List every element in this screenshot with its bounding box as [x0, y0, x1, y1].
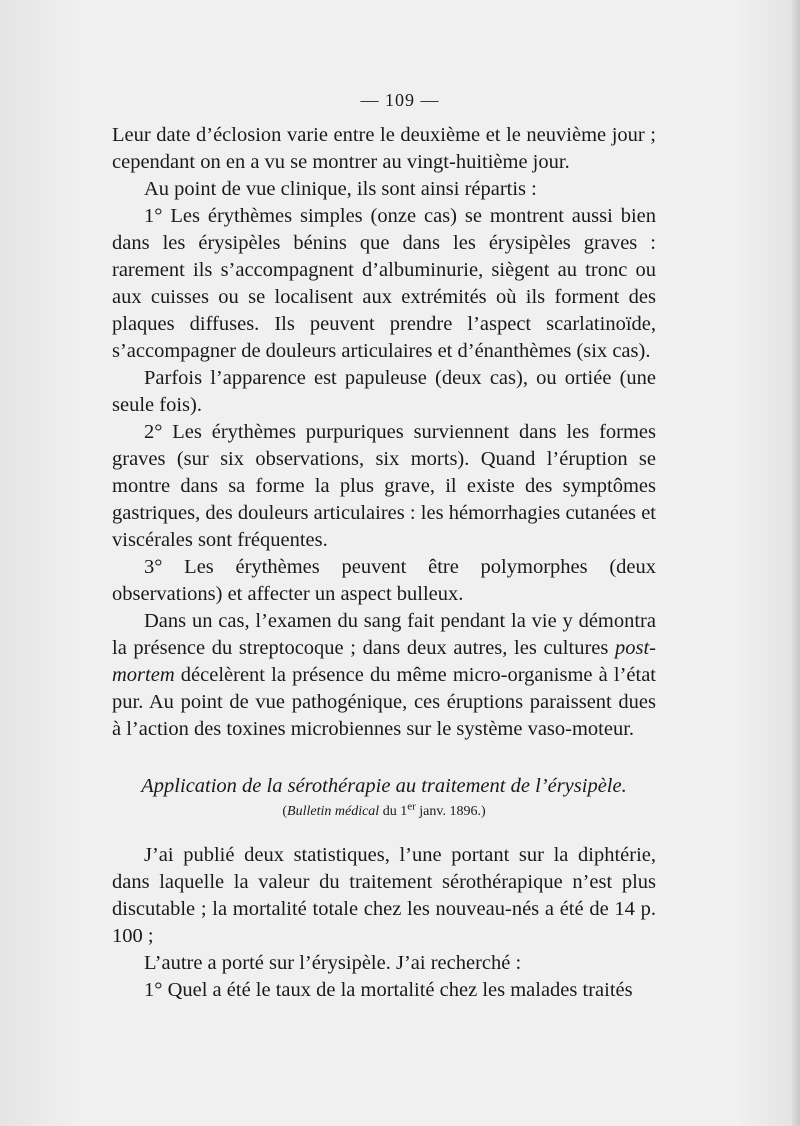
- paragraph-9: L’autre a porté sur l’érysipèle. J’ai recherché :: [144, 952, 522, 974]
- paragraph-4: Parfois l’apparence est papuleuse (deux cas), ou ortiée (une seule fois).: [112, 367, 656, 416]
- page-edge: [792, 0, 800, 1126]
- paragraph-2: Au point de vue clinique, ils sont ainsi répartis :: [144, 178, 537, 200]
- paragraph-7: [112, 608, 656, 743]
- source-du: du 1: [379, 804, 408, 819]
- section-heading: Application de la sérothérapie au traitement de l’érysipèle.: [141, 775, 627, 797]
- page-number: — 109 —: [360, 90, 440, 110]
- post-mortem-italic: post-mortem: [112, 637, 656, 686]
- paragraph-7-start: Dans un cas, l’examen du sang fait pendant la vie y démontra la présence du streptocoque ; dans deux autres, les cultures: [112, 610, 656, 659]
- source-journal: Bulletin médical: [287, 804, 380, 819]
- source-sup: er: [407, 800, 416, 813]
- paragraph-8: J’ai publié deux statistiques, l’une portant sur la diphtérie, dans laquelle la valeur du traitement sérothérapique n’est plus discutable ; la mortalité totale chez les nouveau-nés a été de 14 p. 100 ;: [112, 844, 656, 947]
- paragraph-5: 2° Les érythèmes purpuriques surviennent dans les formes graves (sur six observations, six morts). Quand l’éruption se montre dans sa forme la plus grave, il existe des symptômes gastriques, des douleurs articulaires : les hémorrhagies cutanées et viscérales sont fréquentes.: [112, 421, 656, 551]
- section-source: [112, 802, 656, 822]
- paragraph-10: 1° Quel a été le taux de la mortalité chez les malades traités: [144, 979, 633, 1001]
- paragraph-6: 3° Les érythèmes peuvent être polymorphes (deux observations) et affecter un aspect bulleux.: [112, 556, 656, 605]
- source-open: (: [282, 804, 288, 819]
- paragraph-1: Leur date d’éclosion varie entre le deuxième et le neuvième jour ; cependant on en a vu se montrer au vingt-huitième jour.: [112, 124, 656, 173]
- paragraph-3: 1° Les érythèmes simples (onze cas) se montrent aussi bien dans les érysipèles bénins que dans les érysipèles graves : rarement ils s’accompagnent d’albuminurie, siègent au tronc ou aux cuisses ou se localisent aux extrémités où ils forment des plaques diffuses. Ils peuvent prendre l’aspect scarlatinoïde, s’accompagner de douleurs articulaires et d’énanthèmes (six cas).: [112, 205, 656, 362]
- paragraph-7-end: décelèrent la présence du même micro-organisme à l’état pur. Au point de vue pathogénique, ces éruptions paraissent dues à l’action des toxines microbiennes sur le système vaso-moteur.: [112, 664, 656, 740]
- source-date: janv. 1896.): [415, 804, 486, 819]
- body-text: [112, 122, 656, 1004]
